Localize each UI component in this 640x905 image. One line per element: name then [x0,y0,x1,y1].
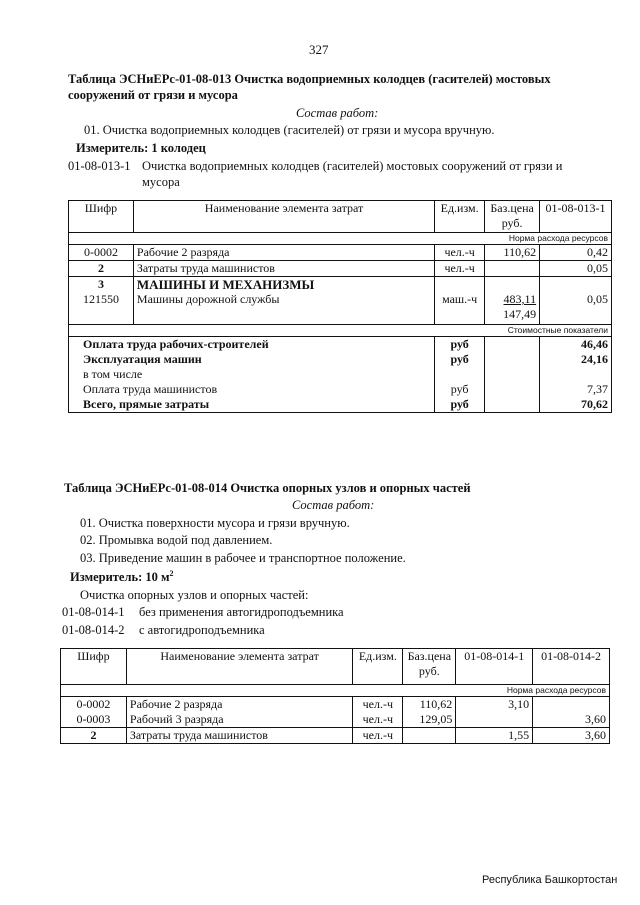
t2-r2-v2: 3,60 [533,712,610,728]
t1-s1-val: 46,46 [540,336,612,352]
t1-item-code: 01-08-013-1 [68,159,131,173]
t2-norm-caption: Норма расхода ресурсов [61,685,610,697]
t1-s4-unit: руб [435,382,485,397]
t1-s4-val: 7,37 [540,382,612,397]
t1-r4-price1: 483,11 [503,292,537,306]
t1-works-heading: Состав работ: [296,106,379,120]
t1-item-line2: мусора [142,175,180,189]
t2-work-2: 02. Промывка водой под давлением. [80,533,273,547]
t2-item2-name: с автогидроподъемника [139,623,265,637]
t1-r4-price [485,292,540,324]
t1-r4-name: Машины дорожной службы [133,292,434,324]
page-number: 327 [309,42,329,57]
t2-r1-unit: чел.-ч [353,697,403,713]
t2-r2-name: Рабочий 3 разряда [126,712,352,728]
table-row [69,245,612,261]
t2-meter-text: Измеритель: 10 м [70,570,170,585]
t1-s2-unit: руб [435,352,485,367]
t1-r1-name: Рабочие 2 разряда [133,245,434,261]
t2-r2-unit: чел.-ч [353,712,403,728]
t2-item2-code: 01-08-014-2 [62,623,125,637]
t2-r1-price: 110,62 [403,697,456,713]
t1-title-line2: сооружений от грязи и мусора [68,88,238,102]
t2-col-price-line1: Баз.цена [407,649,452,663]
table-row [61,712,610,728]
t2-col-unit: Ед.изм. [353,649,403,685]
t2-item1-name: без применения автогидроподъемника [139,605,344,619]
t1-r4-code: 121550 [69,292,134,324]
t1-s5-unit: руб [435,397,485,413]
t1-col-norm: 01-08-013-1 [540,201,612,233]
t1-r2-val: 0,05 [540,261,612,277]
t2-r1-v2 [533,697,610,713]
t1-r1-code: 0-0002 [69,245,134,261]
t1-r2-name: Затраты труда машинистов [133,261,434,277]
t2-col-norm2: 01-08-014-2 [533,649,610,685]
t1-r4-unit: маш.-ч [435,292,485,324]
t1-r2-unit: чел.-ч [435,261,485,277]
t2-meter [70,569,174,585]
t1-s2-name: Эксплуатация машин [69,352,435,367]
t1-r4-price2: 147,49 [503,307,537,321]
footer-region: Республика Башкортостан [482,874,618,886]
t1-r2-code: 2 [69,261,134,277]
t1-s1-name: Оплата труда рабочих-строителей [69,336,435,352]
t2-r1-code: 0-0002 [61,697,127,713]
t2-r3-price [403,728,456,744]
t1-s1-unit: руб [435,336,485,352]
t1-r1-unit: чел.-ч [435,245,485,261]
t2-works-heading: Состав работ: [292,498,375,512]
table-row [69,367,612,382]
t2-r3-v2: 3,60 [533,728,610,744]
t2-work-3: 03. Приведение машин в рабочее и транспортное положение. [80,551,406,565]
t1-table [68,200,612,413]
t1-r4-val: 0,05 [540,292,612,324]
t2-desc: Очистка опорных узлов и опорных частей: [80,588,309,602]
t2-meter-sup: 2 [169,569,174,578]
t2-col-norm1: 01-08-014-1 [456,649,533,685]
t2-r2-v1 [456,712,533,728]
t1-r3-name: МАШИНЫ И МЕХАНИЗМЫ [133,277,434,293]
t1-title-line1: Таблица ЭСНиЕРс-01-08-013 Очистка водоприемных колодцев (гасителей) мостовых [68,72,551,86]
t1-norm-caption: Норма расхода ресурсов [69,233,612,245]
table-row [61,728,610,744]
t1-s4-name: Оплата труда машинистов [69,382,435,397]
t2-title: Таблица ЭСНиЕРс-01-08-014 Очистка опорных узлов и опорных частей [64,481,471,495]
table-row [69,382,612,397]
t1-r3-code: 3 [69,277,134,293]
t1-s5-val: 70,62 [540,397,612,413]
t2-r3-name: Затраты труда машинистов [126,728,352,744]
t2-r2-price: 129,05 [403,712,456,728]
t2-item1-code: 01-08-014-1 [62,605,125,619]
t1-col-price [485,201,540,233]
t2-col-price-line2: руб. [418,664,440,678]
t2-table [60,648,610,744]
t1-cost-caption: Стоимостные показатели [69,324,612,336]
t2-r3-v1: 1,55 [456,728,533,744]
table-row [69,336,612,352]
t2-col-price [403,649,456,685]
table-row [69,397,612,413]
t2-r2-code: 0-0003 [61,712,127,728]
t2-r1-v1: 3,10 [456,697,533,713]
t1-s2-val: 24,16 [540,352,612,367]
t1-col-code: Шифр [69,201,134,233]
t1-meter: Измеритель: 1 колодец [76,141,206,155]
t1-r2-price [485,261,540,277]
table-row [69,261,612,277]
t2-r3-code: 2 [61,728,127,744]
t1-r1-val: 0,42 [540,245,612,261]
t1-s5-name: Всего, прямые затраты [69,397,435,413]
t2-col-name: Наименование элемента затрат [126,649,352,685]
table-row [69,352,612,367]
t1-work-1: 01. Очистка водоприемных колодцев (гасителей) от грязи и мусора вручную. [84,123,495,137]
t2-work-1: 01. Очистка поверхности мусора и грязи вручную. [80,516,350,530]
t1-col-name: Наименование элемента затрат [133,201,434,233]
t1-item-line1: Очистка водоприемных колодцев (гасителей) мостовых сооружений от грязи и [142,159,563,173]
t1-s3-name: в том числе [69,367,435,382]
t1-col-unit: Ед.изм. [435,201,485,233]
t1-col-price-line2: руб. [501,216,523,230]
t2-col-code: Шифр [61,649,127,685]
table-row [69,277,612,293]
t1-r1-price: 110,62 [485,245,540,261]
table-row [61,697,610,713]
table-row [69,292,612,324]
t2-r1-name: Рабочие 2 разряда [126,697,352,713]
t1-col-price-line1: Баз.цена [490,201,534,215]
t2-r3-unit: чел.-ч [353,728,403,744]
